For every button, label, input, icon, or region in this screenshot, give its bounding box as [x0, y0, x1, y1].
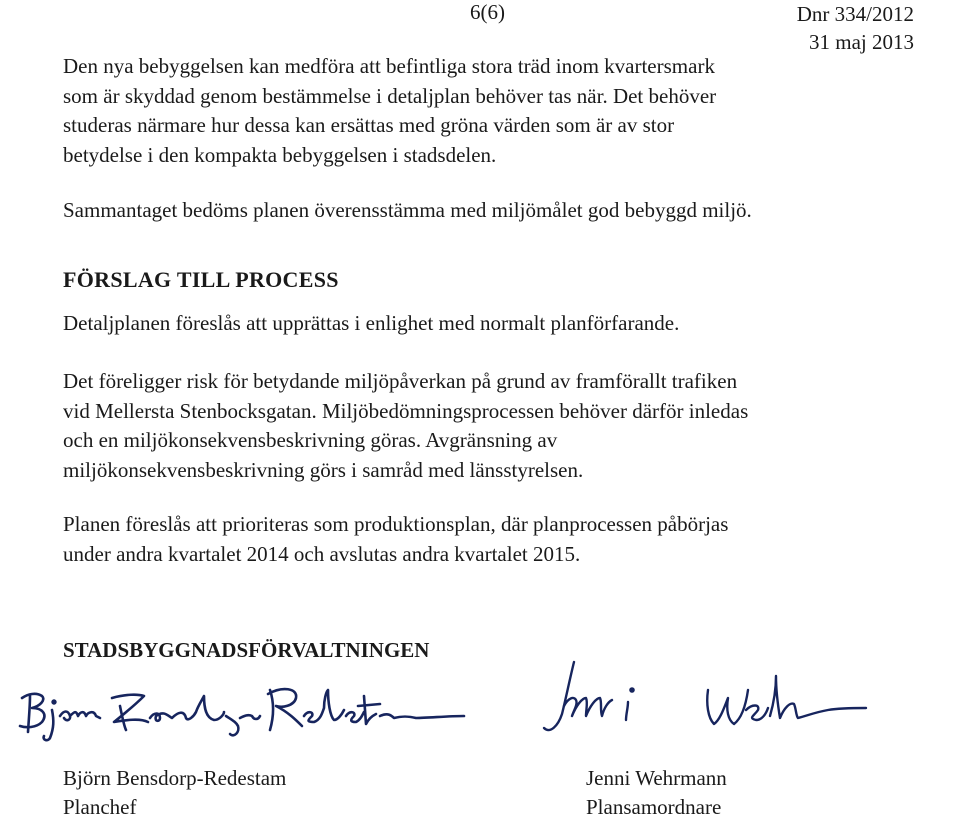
- paragraph-line: studeras närmare hur dessa kan ersättas med gröna värden som är av stor: [63, 113, 675, 137]
- signatory-title: Plansamordnare: [586, 795, 722, 819]
- organization-name: STADSBYGGNADSFÖRVALTNINGEN: [63, 638, 430, 662]
- signature-jenni-wehrmann: [540, 658, 880, 748]
- paragraph-line: Detaljplanen föreslås att upprättas i enlighet med normalt planförfarande.: [63, 311, 680, 335]
- paragraph-line: Planen föreslås att prioriteras som produktionsplan, där planprocessen påbörjas: [63, 512, 729, 536]
- document-date: 31 maj 2013: [809, 30, 914, 54]
- signatory-title: Planchef: [63, 795, 137, 819]
- signatory-left: [63, 764, 286, 822]
- paragraph-line: Det föreligger risk för betydande miljöpåverkan på grund av framförallt trafiken: [63, 369, 738, 393]
- document-header: [757, 0, 914, 56]
- signatory-right: [586, 764, 727, 822]
- signature-bjorn-bensdorp-redestam: [8, 676, 468, 746]
- document-reference-number: Dnr 334/2012: [796, 2, 914, 26]
- paragraph-planning-procedure: [63, 309, 679, 339]
- section-heading: FÖRSLAG TILL PROCESS: [63, 267, 339, 292]
- paragraph-trees: [63, 52, 716, 170]
- paragraph-prioritization: [63, 510, 728, 569]
- paragraph-line: under andra kvartalet 2014 och avslutas andra kvartalet 2015.: [63, 541, 581, 566]
- paragraph-environmental-impact: [63, 367, 748, 485]
- paragraph-line: Den nya bebyggelsen kan medföra att befintliga stora träd inom kvartersmark: [63, 54, 715, 78]
- paragraph-line: vid Mellersta Stenbocksgatan. Miljöbedömningsprocessen behöver därför inledas: [63, 398, 749, 423]
- page-number: 6(6): [470, 0, 505, 24]
- signatory-name: Björn Bensdorp-Redestam: [63, 766, 287, 790]
- paragraph-line: Sammantaget bedöms planen överensstämma med miljömålet god bebyggd miljö.: [63, 198, 752, 222]
- signatory-name: Jenni Wehrmann: [586, 766, 727, 790]
- paragraph-line: miljökonsekvensbeskrivning görs i samråd med länsstyrelsen.: [63, 457, 584, 482]
- paragraph-environmental-goal: [63, 196, 752, 226]
- paragraph-line: som är skyddad genom bestämmelse i detaljplan behöver tas när. Det behöver: [63, 83, 717, 108]
- paragraph-line: och en miljökonsekvensbeskrivning göras. Avgränsning av: [63, 428, 558, 452]
- paragraph-line: betydelse i den kompakta bebyggelsen i stadsdelen.: [63, 142, 497, 167]
